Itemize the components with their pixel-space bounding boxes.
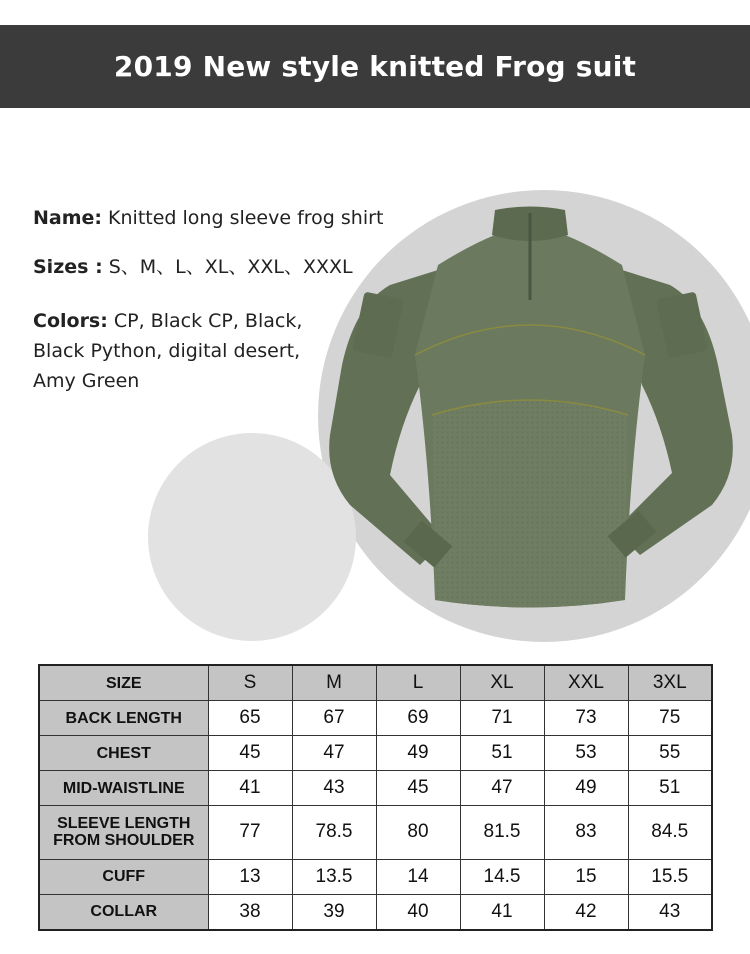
row-label: MID-WAISTLINE xyxy=(39,771,208,806)
table-cell: 38 xyxy=(208,894,292,930)
table-cell: 49 xyxy=(544,771,628,806)
table-cell: 15.5 xyxy=(628,859,712,894)
table-cell: 49 xyxy=(376,736,460,771)
table-cell: 47 xyxy=(292,736,376,771)
table-cell: 45 xyxy=(376,771,460,806)
table-cell: 41 xyxy=(460,894,544,930)
header-cell: SIZE xyxy=(39,665,208,701)
size-table xyxy=(38,664,713,931)
table-cell: 77 xyxy=(208,806,292,859)
table-row xyxy=(39,806,712,859)
sizes-value: S、M、L、XL、XXL、XXXL xyxy=(102,256,353,278)
product-colors xyxy=(33,306,323,396)
table-cell: 65 xyxy=(208,701,292,736)
table-cell: 45 xyxy=(208,736,292,771)
table-cell: 13 xyxy=(208,859,292,894)
table-cell: 47 xyxy=(460,771,544,806)
table-cell: 80 xyxy=(376,806,460,859)
header-cell: XXL xyxy=(544,665,628,701)
row-label: BACK LENGTH xyxy=(39,701,208,736)
row-label xyxy=(39,806,208,859)
colors-label: Colors: xyxy=(33,310,108,332)
table-cell: 71 xyxy=(460,701,544,736)
row-label: COLLAR xyxy=(39,894,208,930)
table-cell: 15 xyxy=(544,859,628,894)
table-row xyxy=(39,701,712,736)
table-cell: 14 xyxy=(376,859,460,894)
header-cell: M xyxy=(292,665,376,701)
table-cell: 73 xyxy=(544,701,628,736)
table-cell: 43 xyxy=(292,771,376,806)
table-row xyxy=(39,736,712,771)
table-cell: 14.5 xyxy=(460,859,544,894)
header-cell: L xyxy=(376,665,460,701)
table-cell: 53 xyxy=(544,736,628,771)
header-cell: S xyxy=(208,665,292,701)
table-cell: 51 xyxy=(628,771,712,806)
name-label: Name: xyxy=(33,207,103,229)
table-cell: 78.5 xyxy=(292,806,376,859)
name-value: Knitted long sleeve frog shirt xyxy=(102,207,384,229)
table-row xyxy=(39,894,712,930)
row-label-line: FROM SHOULDER xyxy=(53,832,195,850)
table-cell: 55 xyxy=(628,736,712,771)
table-cell: 13.5 xyxy=(292,859,376,894)
header-cell: 3XL xyxy=(628,665,712,701)
table-cell: 40 xyxy=(376,894,460,930)
table-cell: 84.5 xyxy=(628,806,712,859)
table-row xyxy=(39,771,712,806)
header-cell: XL xyxy=(460,665,544,701)
colors-value: CP, Black CP, Black, Black Python, digital desert, Amy Green xyxy=(33,310,303,392)
product-sizes xyxy=(33,252,353,282)
row-label: CHEST xyxy=(39,736,208,771)
frog-shirt-image xyxy=(320,205,740,610)
table-cell: 43 xyxy=(628,894,712,930)
size-chart xyxy=(38,664,713,931)
table-cell: 75 xyxy=(628,701,712,736)
page-title: 2019 New style knitted Frog suit xyxy=(113,50,637,83)
table-header-row xyxy=(39,665,712,701)
title-banner xyxy=(0,25,750,108)
table-cell: 67 xyxy=(292,701,376,736)
table-cell: 69 xyxy=(376,701,460,736)
table-cell: 83 xyxy=(544,806,628,859)
table-cell: 81.5 xyxy=(460,806,544,859)
table-cell: 42 xyxy=(544,894,628,930)
row-label-line: SLEEVE LENGTH xyxy=(57,815,191,833)
table-row xyxy=(39,859,712,894)
row-label: CUFF xyxy=(39,859,208,894)
sizes-label: Sizes : xyxy=(33,256,103,278)
table-cell: 41 xyxy=(208,771,292,806)
table-cell: 39 xyxy=(292,894,376,930)
table-cell: 51 xyxy=(460,736,544,771)
